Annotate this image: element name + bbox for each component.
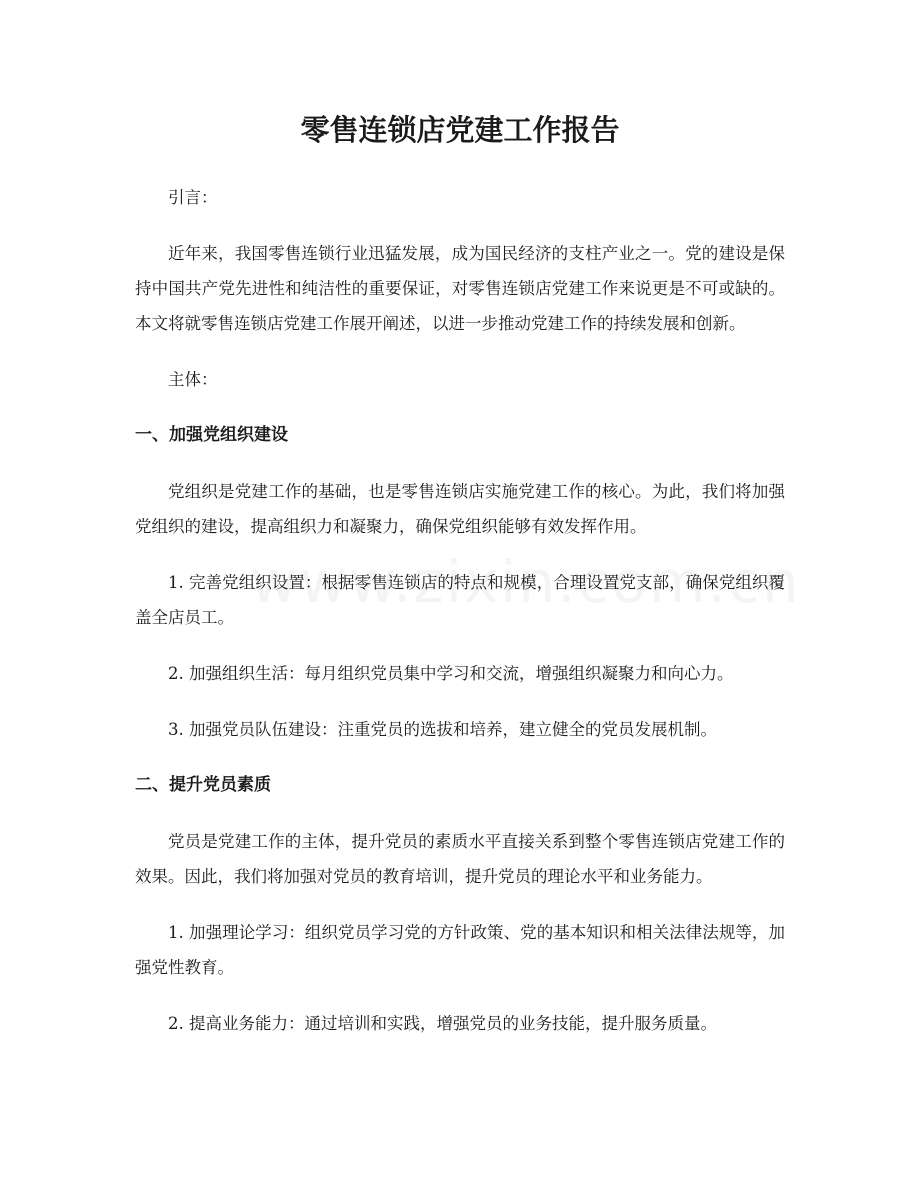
body-label: 主体：	[168, 370, 218, 389]
section-1-item-2: 2. 加强组织生活：每月组织党员集中学习和交流，增强组织凝聚力和向心力。	[168, 664, 734, 683]
section-1-paragraph: 党组织是党建工作的基础，也是零售连锁店实施党建工作的核心。为此，我们将加强党组织的建设，提高组织力和凝聚力，确保党组织能够有效发挥作用。	[135, 482, 785, 536]
page-title: 零售连锁店党建工作报告	[300, 113, 620, 147]
section-heading-1: 一、加强党组织建设	[135, 425, 288, 445]
section-1-item-1: 1. 完善党组织设置：根据零售连锁店的特点和规模，合理设置党支部，确保党组织覆盖全店员工。	[135, 573, 785, 627]
section-2-paragraph: 党员是党建工作的主体，提升党员的素质水平直接关系到整个零售连锁店党建工作的效果。因此，我们将加强对党员的教育培训，提升党员的理论水平和业务能力。	[135, 832, 785, 886]
section-heading-2: 二、提升党员素质	[135, 775, 271, 795]
document-body	[135, 180, 785, 1062]
section-1-item-3: 3. 加强党员队伍建设：注重党员的选拔和培养，建立健全的党员发展机制。	[168, 720, 717, 739]
intro-label: 引言：	[168, 188, 218, 207]
intro-paragraph: 近年来，我国零售连锁行业迅猛发展，成为国民经济的支柱产业之一。党的建设是保持中国共产党先进性和纯洁性的重要保证，对零售连锁店党建工作来说更是不可或缺的。本文将就零售连锁店党建工作展开阐述，以进一步推动党建工作的持续发展和创新。	[135, 244, 785, 333]
section-2-item-1: 1. 加强理论学习：组织党员学习党的方针政策、党的基本知识和相关法律法规等，加强党性教育。	[135, 923, 785, 977]
section-2-item-2: 2. 提高业务能力：通过培训和实践，增强党员的业务技能，提升服务质量。	[168, 1014, 717, 1033]
